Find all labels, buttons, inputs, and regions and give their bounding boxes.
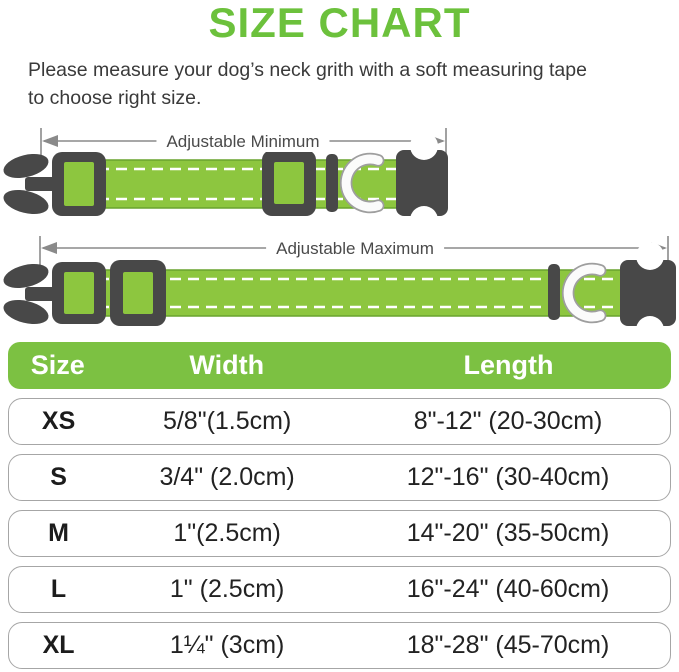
width-cell: 1"(2.5cm) xyxy=(173,519,281,547)
size-table xyxy=(8,342,671,669)
table-row-m xyxy=(8,510,671,557)
collar-diagram-maximum xyxy=(0,234,679,346)
page-title: SIZE CHART xyxy=(208,0,471,46)
table-row-s xyxy=(8,454,671,501)
table-row-l xyxy=(8,566,671,613)
width-cell: 1" (2.5cm) xyxy=(169,575,285,603)
adjustable-maximum-label: Adjustable Maximum xyxy=(266,239,444,259)
size-table-header xyxy=(8,342,671,389)
length-cell: 14"-20" (35-50cm) xyxy=(406,519,610,547)
intro-line-1: Please measure your dog’s neck grith with a soft measuring tape xyxy=(28,59,587,81)
size-cell: S xyxy=(50,463,67,491)
intro-line-2: to choose right size. xyxy=(28,87,202,109)
buckle-female-icon xyxy=(396,132,448,234)
table-row-xs xyxy=(8,398,671,445)
intro-text xyxy=(28,56,668,112)
adjustable-minimum-label: Adjustable Minimum xyxy=(156,132,329,152)
tri-glide-slider-icon xyxy=(262,150,316,216)
length-cell: 12"-16" (30-40cm) xyxy=(406,463,610,491)
size-cell: M xyxy=(48,519,69,547)
header-size: Size xyxy=(30,350,85,380)
length-cell: 18"-28" (45-70cm) xyxy=(406,631,610,659)
width-cell: 5/8"(1.5cm) xyxy=(162,407,292,435)
width-cell: 1¼" (3cm) xyxy=(169,631,285,659)
table-row-xl xyxy=(8,622,671,669)
tri-glide-slider-icon xyxy=(110,260,166,326)
keeper-loop-icon xyxy=(326,154,338,212)
size-cell: XL xyxy=(42,631,75,659)
size-cell: L xyxy=(50,575,67,603)
header-length: Length xyxy=(463,350,554,380)
buckle-male-icon xyxy=(1,150,106,218)
collar-minimum-illustration xyxy=(0,122,679,234)
width-cell: 3/4" (2.0cm) xyxy=(159,463,295,491)
length-cell: 8"-12" (20-30cm) xyxy=(413,407,603,435)
collar-diagram-minimum xyxy=(0,122,679,234)
buckle-male-icon xyxy=(1,260,106,328)
header-width: Width xyxy=(189,350,265,380)
length-cell: 16"-24" (40-60cm) xyxy=(406,575,610,603)
keeper-loop-icon xyxy=(548,264,560,320)
size-cell: XS xyxy=(41,407,76,435)
